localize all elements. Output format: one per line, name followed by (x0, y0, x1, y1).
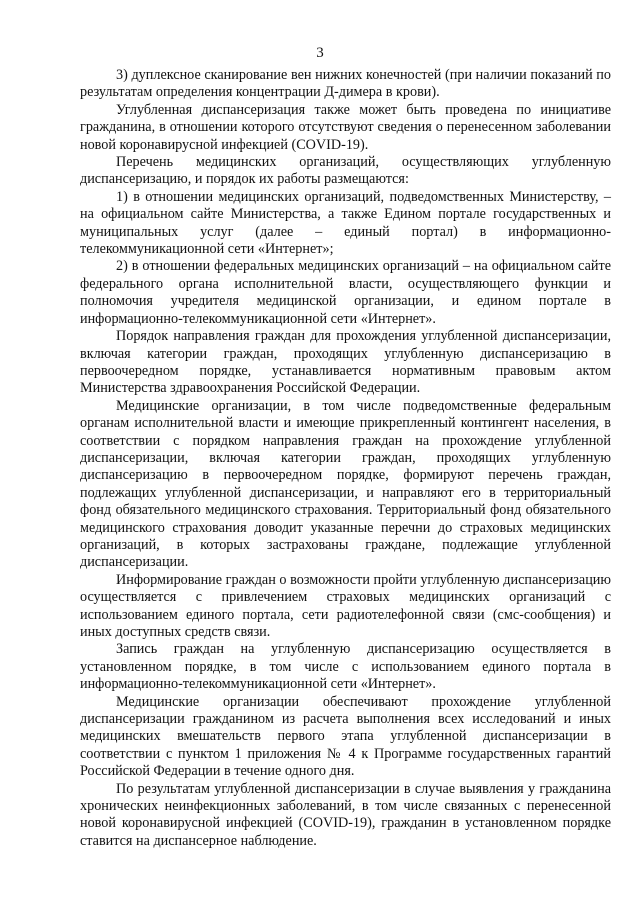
paragraph-ministry-organizations: 1) в отношении медицинских организаций, подведомственных Министерству, – на официальном сайте Министерства, а также Едином портале государственных и муниципальных услуг (далее – единый портал) в информационно-телекоммуникационной сети «Интернет»; (80, 188, 611, 258)
paragraph-organizations-list: Перечень медицинских организаций, осуществляющих углубленную диспансеризацию, и порядок их работы размещаются: (80, 154, 611, 188)
paragraph-medical-organizations-list: Медицинские организации, в том числе подведомственные федеральным органам исполнительной власти и имеющие прикрепленный контингент населения, в соответствии с порядком направления граждан на прохождение углубленной диспансеризации, включая категории граждан, проходящих углубленную диспансеризацию в первоочередном порядке, формируют перечень граждан, подлежащих углубленной диспансеризации, и направляют его в территориальный фонд обязательного медицинского страхования. Территориальный фонд обязательного медицинского страхования доводит указанные перечни до страховых медицинских организаций, в которых застрахованы граждане, подлежащие углубленной диспансеризации. (80, 397, 611, 571)
paragraph-dispensary-observation: По результатам углубленной диспансеризации в случае выявления у гражданина хронических неинфекционных заболеваний, в том числе связанных с перенесенной новой коронавирусной инфекцией (COVID-19), гражданин в установленном порядке ставится на диспансерное наблюдение. (80, 780, 611, 849)
page-number: 3 (316, 45, 324, 61)
paragraph-appointment: Запись граждан на углубленную диспансеризацию осуществляется в установленном порядке, в том числе с использованием единого портала в информационно-телекоммуникационной сети «Интернет». (80, 641, 611, 693)
paragraph-informing-citizens: Информирование граждан о возможности пройти углубленную диспансеризацию осуществляется с привлечением страховых медицинских организаций с использованием единого портала, сети радиотелефонной связи (смс-сообщения) и иных доступных средств связи. (80, 571, 611, 640)
paragraph-citizen-initiative: Углубленная диспансеризация также может быть проведена по инициативе гражданина, в отношении которого отсутствуют сведения о перенесенном заболевании новой коронавирусной инфекцией (COVID-19). (80, 101, 611, 153)
document-body (80, 67, 611, 850)
paragraph-federal-organizations: 2) в отношении федеральных медицинских организаций – на официальном сайте федерального органа исполнительной власти, осуществляющего функции и полномочия учредителя медицинской организации, и едином портале в информационно-телекоммуникационной сети «Интернет». (80, 258, 611, 327)
paragraph-one-day-completion: Медицинские организации обеспечивают прохождение углубленной диспансеризации гражданином из расчета выполнения всех исследований и иных медицинских вмешательств первого этапа углубленной диспансеризации в соответствии с пунктом 1 приложения № 4 к Программе государственных гарантий Российской Федерации в течение одного дня. (80, 693, 611, 780)
paragraph-referral-procedure: Порядок направления граждан для прохождения углубленной диспансеризации, включая категории граждан, проходящих углубленную диспансеризацию в первоочередном порядке, устанавливается нормативным правовым актом Министерства здравоохранения Российской Федерации. (80, 328, 611, 397)
paragraph-duplex-scanning: 3) дуплексное сканирование вен нижних конечностей (при наличии показаний по результатам определения концентрации Д-димера в крови). (80, 67, 611, 101)
